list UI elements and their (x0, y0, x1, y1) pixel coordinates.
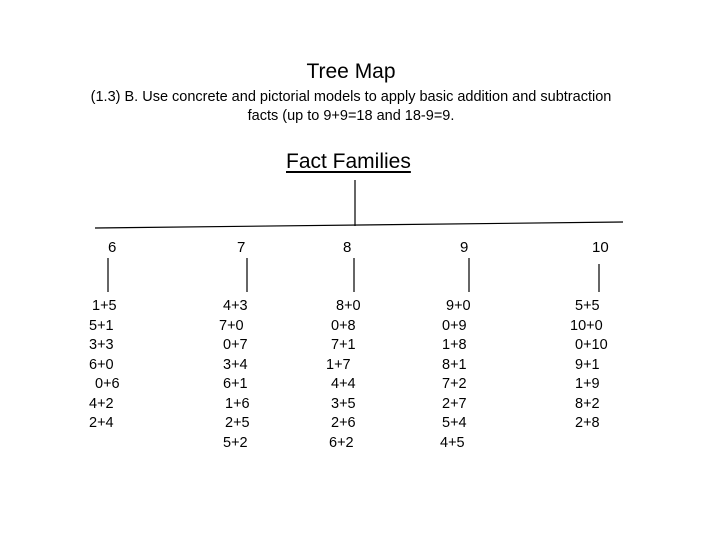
fact-8-6: 3+5 (331, 395, 356, 412)
fact-9-7: 5+4 (442, 415, 467, 431)
fact-8-4: 1+7 (326, 356, 351, 373)
fact-7-5: 6+1 (223, 376, 248, 392)
fact-6-3: 3+3 (89, 337, 114, 353)
column-label-6: 6 (108, 239, 117, 256)
fact-7-2: 7+0 (219, 317, 244, 334)
fact-9-4: 8+1 (442, 356, 467, 373)
fact-7-6: 1+6 (225, 395, 250, 412)
fact-6-4: 6+0 (89, 356, 114, 373)
fact-10-2: 10+0 (570, 317, 603, 334)
fact-9-5: 7+2 (442, 376, 467, 392)
fact-9-6: 2+7 (442, 395, 467, 412)
fact-8-2: 0+8 (331, 317, 356, 334)
fact-9-3: 1+8 (442, 337, 467, 353)
fact-6-7: 2+4 (89, 415, 114, 431)
fact-7-4: 3+4 (223, 356, 248, 373)
fact-10-1: 5+5 (575, 298, 600, 314)
fact-10-6: 8+2 (575, 395, 600, 412)
subtitle-line-2: facts (up to 9+9=18 and 18-9=9. (247, 108, 455, 124)
fact-10-4: 9+1 (575, 356, 600, 373)
fact-9-2: 0+9 (442, 317, 467, 334)
fact-9-1: 9+0 (446, 298, 471, 314)
fact-8-3: 7+1 (331, 337, 356, 353)
fact-8-5: 4+4 (331, 376, 356, 392)
page-title: Tree Map (306, 60, 396, 83)
column-label-8: 8 (343, 239, 352, 256)
branch-bar-line (95, 222, 623, 228)
fact-7-8: 5+2 (223, 434, 248, 451)
fact-6-1: 1+5 (92, 298, 117, 314)
column-label-7: 7 (237, 239, 246, 256)
fact-8-7: 2+6 (331, 415, 356, 431)
root-node-label: Fact Families (286, 150, 411, 173)
column-label-9: 9 (460, 239, 469, 256)
fact-10-7: 2+8 (575, 415, 600, 431)
fact-6-2: 5+1 (89, 317, 114, 334)
fact-9-8: 4+5 (440, 434, 465, 451)
subtitle-line-1: (1.3) B. Use concrete and pictorial models to apply basic addition and subtraction (90, 89, 612, 105)
fact-6-6: 4+2 (89, 395, 114, 412)
fact-6-5: 0+6 (95, 376, 120, 392)
fact-8-1: 8+0 (336, 298, 361, 314)
fact-7-3: 0+7 (223, 337, 248, 353)
column-label-10: 10 (592, 239, 609, 256)
fact-10-3: 0+10 (575, 337, 608, 353)
fact-8-8: 6+2 (329, 434, 354, 451)
fact-10-5: 1+9 (575, 376, 600, 392)
fact-7-7: 2+5 (225, 415, 250, 431)
fact-7-1: 4+3 (223, 298, 248, 314)
